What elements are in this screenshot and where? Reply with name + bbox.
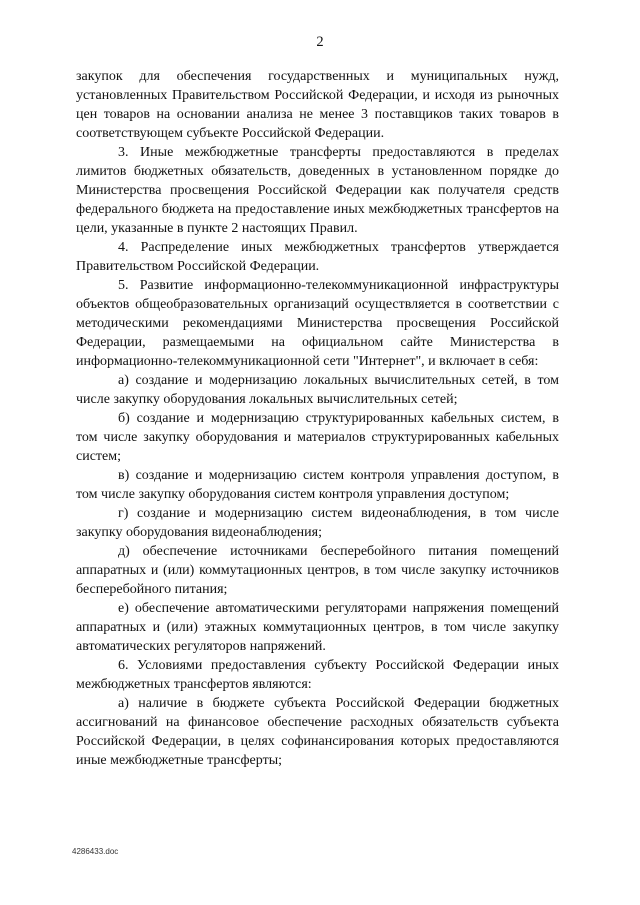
document-body [76, 67, 559, 770]
paragraph-5-item-b: б) создание и модернизацию структурированных кабельных систем, в том числе закупку оборудования и материалов структурированных кабельных систем; [76, 411, 559, 464]
paragraph-continuation: закупок для обеспечения государственных и муниципальных нужд, установленных Правительством Российской Федерации, и исходя из рыночных цен товаров на основании анализа не менее 3 поставщиков таких товаров в соответствующем субъекте Российской Федерации. [76, 69, 559, 141]
paragraph-6-item-a: а) наличие в бюджете субъекта Российской Федерации бюджетных ассигнований на финансовое обеспечение расходных обязательств субъекта Российской Федерации, в целях софинансирования которых предоставляются иные межбюджетные трансферты; [76, 696, 559, 768]
paragraph-6: 6. Условиями предоставления субъекту Российской Федерации иных межбюджетных трансфертов являются: [76, 658, 559, 692]
paragraph-5-item-e: е) обеспечение автоматическими регуляторами напряжения помещений аппаратных и (или) этажных коммутационных центров, в том числе закупку автоматических регуляторов напряжений. [76, 601, 559, 654]
paragraph-4: 4. Распределение иных межбюджетных трансфертов утверждается Правительством Российской Федерации. [76, 240, 559, 274]
paragraph-5-item-g: г) создание и модернизацию систем видеонаблюдения, в том числе закупку оборудования видеонаблюдения; [76, 506, 559, 540]
paragraph-3: 3. Иные межбюджетные трансферты предоставляются в пределах лимитов бюджетных обязательств, доведенных в установленном порядке до Министерства просвещения Российской Федерации как получателя средств федерального бюджета на предоставление иных межбюджетных трансфертов на цели, указанные в пункте 2 настоящих Правил. [76, 145, 559, 236]
paragraph-5-item-v: в) создание и модернизацию систем контроля управления доступом, в том числе закупку оборудования систем контроля управления доступом; [76, 468, 559, 502]
paragraph-5: 5. Развитие информационно-телекоммуникационной инфраструктуры объектов общеобразовательных организаций осуществляется в соответствии с методическими рекомендациями Министерства просвещения Российской Федерации, размещаемыми на официальном сайте Министерства в информационно-телекоммуникационной сети "Интернет", и включает в себя: [76, 278, 559, 369]
paragraph-5-item-a: а) создание и модернизацию локальных вычислительных сетей, в том числе закупку оборудования локальных вычислительных сетей; [76, 373, 559, 407]
footer-filename: 4286433.doc [72, 847, 119, 856]
paragraph-5-item-d: д) обеспечение источниками бесперебойного питания помещений аппаратных и (или) коммутационных центров, в том числе закупку источников бесперебойного питания; [76, 544, 559, 597]
page-number: 2 [316, 34, 324, 50]
